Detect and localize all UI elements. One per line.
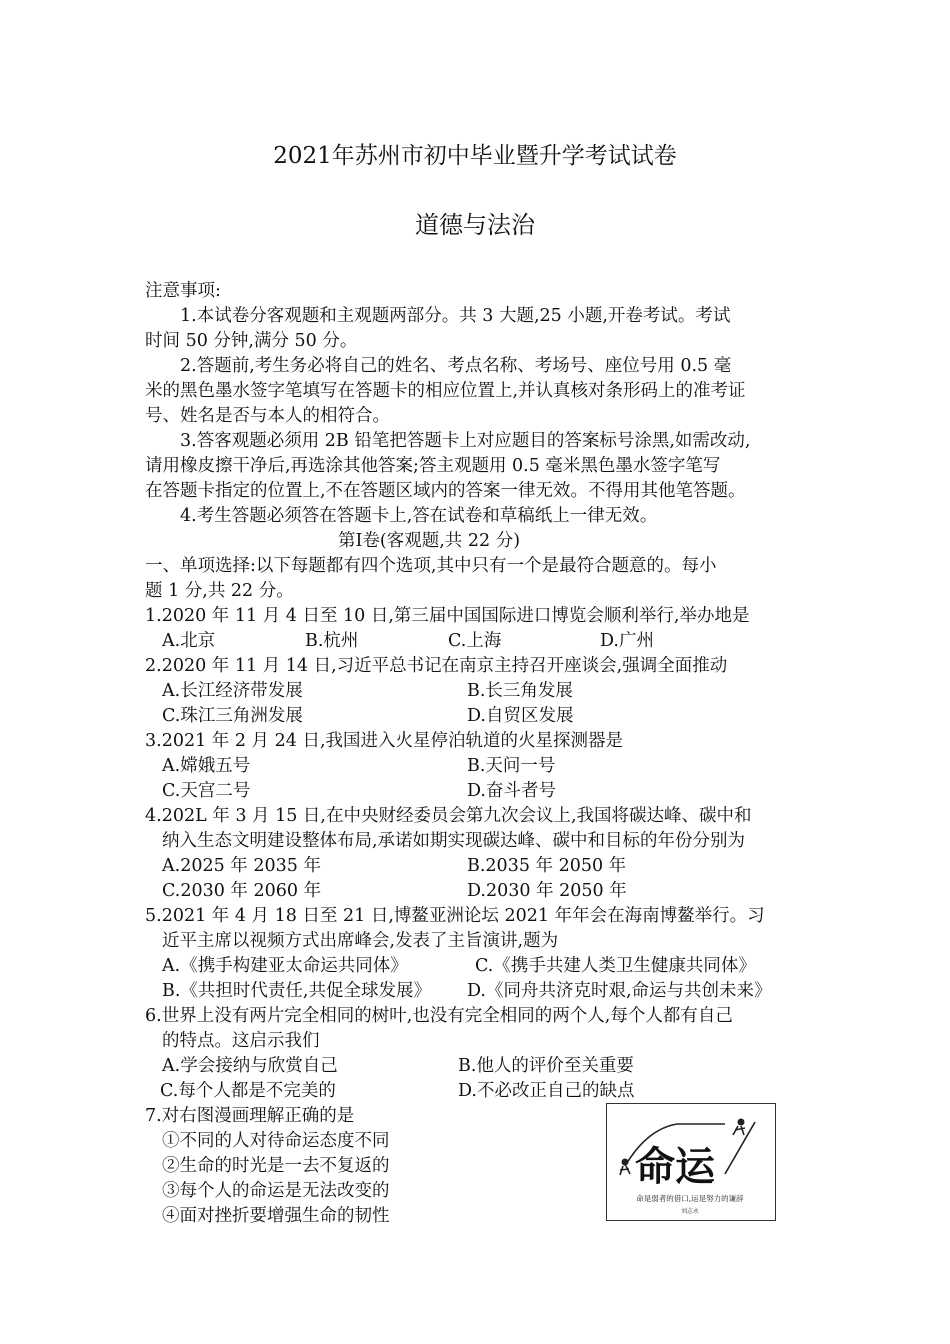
option: C.天宫二号 (162, 781, 251, 801)
option: A.北京 (162, 631, 216, 651)
statement-item: ③每个人的命运是无法改变的 (162, 1181, 390, 1201)
cartoon-drawing (607, 1104, 774, 1219)
notice-line: 号、姓名是否与本人的相符合。 (145, 406, 390, 426)
option: A.长江经济带发展 (162, 681, 303, 701)
option: B.他人的评价至关重要 (458, 1056, 634, 1076)
option: C.《携手共建人类卫生健康共同体》 (475, 956, 756, 976)
option: A.2025 年 2035 年 (162, 856, 321, 876)
statement-item: ④面对挫折要增强生命的韧性 (162, 1206, 390, 1226)
notice-line: 请用橡皮擦干净后,再选涂其他答案;答主观题用 0.5 毫米黑色墨水签字笔写 (145, 456, 721, 476)
notice-line: 1.本试卷分客观题和主观题两部分。共 3 大题,25 小题,开卷考试。考试 (180, 306, 731, 326)
question-stem: 6.世界上没有两片完全相同的树叶,也没有完全相同的两个人,每个人都有自己 (145, 1006, 733, 1026)
question-stem: 7.对右图漫画理解正确的是 (145, 1106, 355, 1126)
option: B.《共担时代责任,共促全球发展》 (162, 981, 431, 1001)
option: B.杭州 (305, 631, 359, 651)
fallen-person-icon (622, 1159, 629, 1166)
section-heading: 第Ⅰ卷(客观题,共 22 分) (338, 531, 521, 551)
option: D.2030 年 2050 年 (467, 881, 627, 901)
option: B.2035 年 2050 年 (467, 856, 627, 876)
question-stem: 3.2021 年 2 月 24 日,我国进入火星停泊轨道的火星探测器是 (145, 731, 624, 751)
notice-line: 时间 50 分钟,满分 50 分。 (145, 331, 358, 351)
option: B.天问一号 (467, 756, 556, 776)
option: C.珠江三角洲发展 (162, 706, 303, 726)
question-stem: 纳入生态文明建设整体布局,承诺如期实现碳达峰、碳中和目标的年份分别为 (162, 831, 746, 851)
option: C.上海 (448, 631, 502, 651)
cartoon-word: 命运 (635, 1144, 715, 1190)
notice-line: 3.答客观题必须用 2B 铅笔把答题卡上对应题目的答案标号涂黑,如需改动, (180, 431, 751, 451)
option: A.《携手构建亚太命运共同体》 (162, 956, 408, 976)
cartoon-image (606, 1103, 776, 1221)
option: D.奋斗者号 (467, 781, 556, 801)
option: A.嫦娥五号 (162, 756, 251, 776)
exam-title: 2021年苏州市初中毕业暨升学考试试卷 (273, 143, 677, 169)
question-stem: 1.2020 年 11 月 4 日至 10 日,第三届中国国际进口博览会顺利举行,举办地是 (145, 606, 750, 626)
option: D.广州 (600, 631, 654, 651)
notice-line: 米的黑色墨水签字笔填写在答题卡的相应位置上,并认真核对条形码上的准考证 (145, 381, 746, 401)
question-stem: 2.2020 年 11 月 14 日,习近平总书记在南京主持召开座谈会,强调全面推动 (145, 656, 728, 676)
notice-heading: 注意事项: (145, 281, 221, 301)
notice-line: 4.考生答题必须答在答题卡上,答在试卷和草稿纸上一律无效。 (180, 506, 658, 526)
notice-line: 2.答题前,考生务必将自己的姓名、考点名称、考场号、座位号用 0.5 毫 (180, 356, 732, 376)
question-stem: 5.2021 年 4 月 18 日至 21 日,博鳌亚洲论坛 2021 年年会在海南博鳌举行。习 (145, 906, 765, 926)
statement-item: ①不同的人对待命运态度不同 (162, 1131, 390, 1151)
section-intro: 题 1 分,共 22 分。 (145, 581, 294, 601)
question-stem: 近平主席以视频方式出席峰会,发表了主旨演讲,题为 (162, 931, 559, 951)
option: B.长三角发展 (467, 681, 573, 701)
statement-item: ②生命的时光是一去不复返的 (162, 1156, 390, 1176)
question-stem: 4.202L 年 3 月 15 日,在中央财经委员会第九次会议上,我国将碳达峰、碳中和 (145, 806, 752, 826)
option: C.2030 年 2060 年 (162, 881, 322, 901)
question-stem: 的特点。这启示我们 (162, 1031, 320, 1051)
cartoon-caption: 命是弱者的借口,运是努力的谦辞 (636, 1194, 744, 1203)
option: A.学会接纳与欣赏自己 (162, 1056, 338, 1076)
subject-title: 道德与法治 (415, 211, 535, 239)
climber-icon (738, 1119, 745, 1126)
option: D.《同舟共济克时艰,命运与共创未来》 (467, 981, 772, 1001)
notice-line: 在答题卡指定的位置上,不在答题区域内的答案一律无效。不得用其他笔答题。 (145, 481, 746, 501)
cartoon-author: 刘志永 (680, 1208, 700, 1215)
option: D.自贸区发展 (467, 706, 574, 726)
option: D.不必改正自己的缺点 (458, 1081, 635, 1101)
section-intro: 一、单项选择:以下每题都有四个选项,其中只有一个是最符合题意的。每小 (145, 556, 717, 576)
option: C.每个人都是不完美的 (160, 1081, 336, 1101)
